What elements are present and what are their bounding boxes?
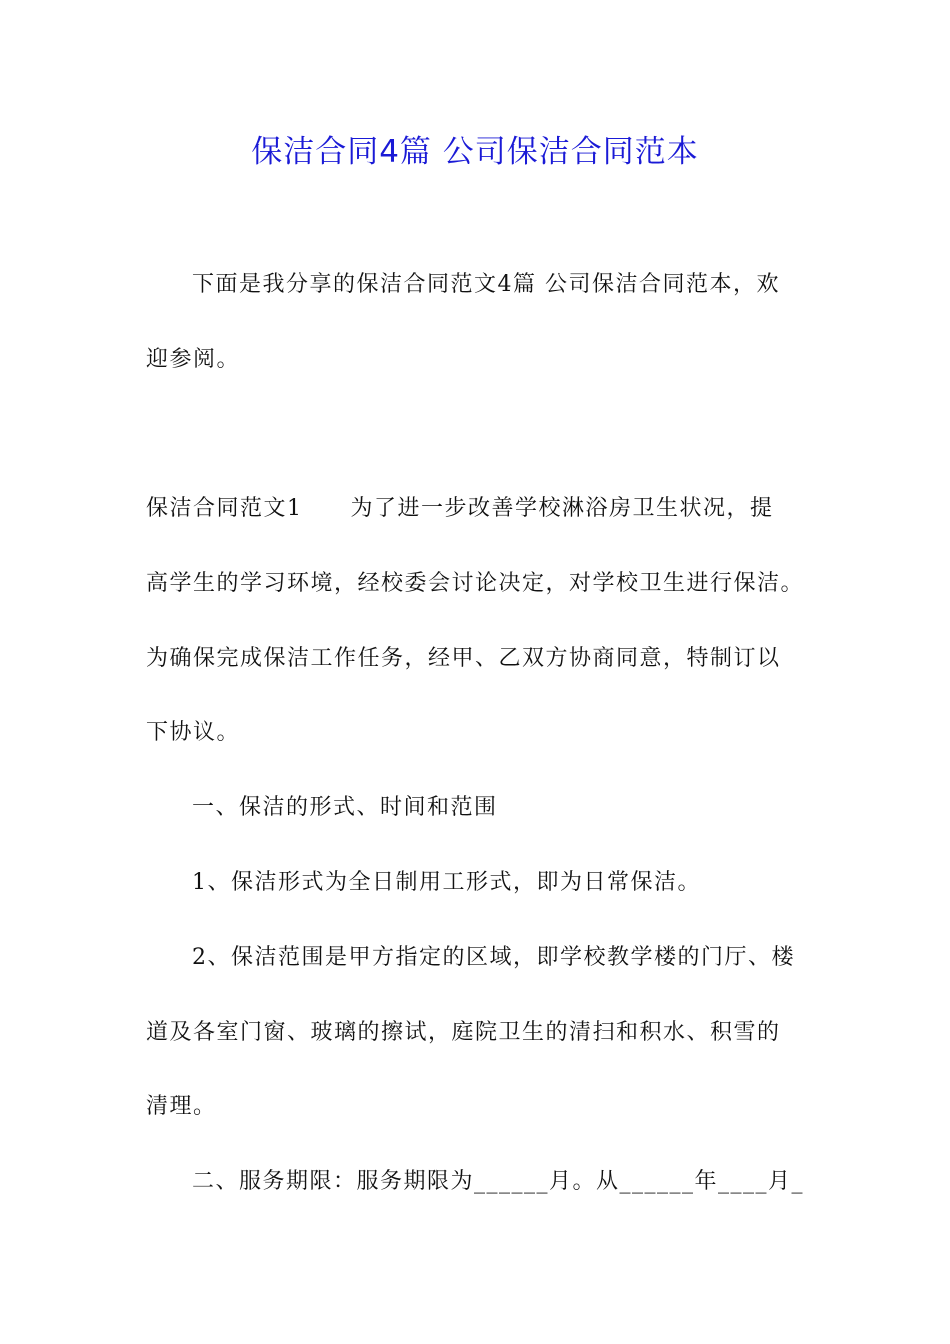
clause1-item2-line2: 道及各室门窗、玻璃的擦试，庭院卫生的清扫和积水、积雪的 (146, 1020, 781, 1045)
clause1-item1: 1、保洁形式为全日制用工形式，即为日常保洁。 (192, 870, 701, 895)
intro-line-2: 迎参阅。 (146, 347, 241, 372)
clause1-item2-line3: 清理。 (146, 1094, 217, 1119)
section1-line-4: 下协议。 (146, 720, 241, 745)
section1-line-2: 高学生的学习环境，经校委会讨论决定，对学校卫生进行保洁。 (146, 571, 805, 596)
document-title: 保洁合同4篇 公司保洁合同范本 (251, 134, 699, 170)
clause1-item2-line1: 2、保洁范围是甲方指定的区域，即学校教学楼的门厅、楼 (192, 945, 795, 970)
section1-heading: 保洁合同范文1 (146, 496, 303, 521)
clause1-heading: 一、保洁的形式、时间和范围 (192, 795, 498, 820)
section1-first-line (146, 492, 774, 526)
section1-line-1: 为了进一步改善学校淋浴房卫生状况，提 (350, 496, 774, 521)
intro-line-1: 下面是我分享的保洁合同范文4篇 公司保洁合同范本，欢 (192, 272, 780, 297)
section1-line-3: 为确保完成保洁工作任务，经甲、乙双方协商同意，特制订以 (146, 646, 781, 671)
clause2-line: 二、服务期限：服务期限为______月。从______年____月_ (192, 1169, 805, 1194)
